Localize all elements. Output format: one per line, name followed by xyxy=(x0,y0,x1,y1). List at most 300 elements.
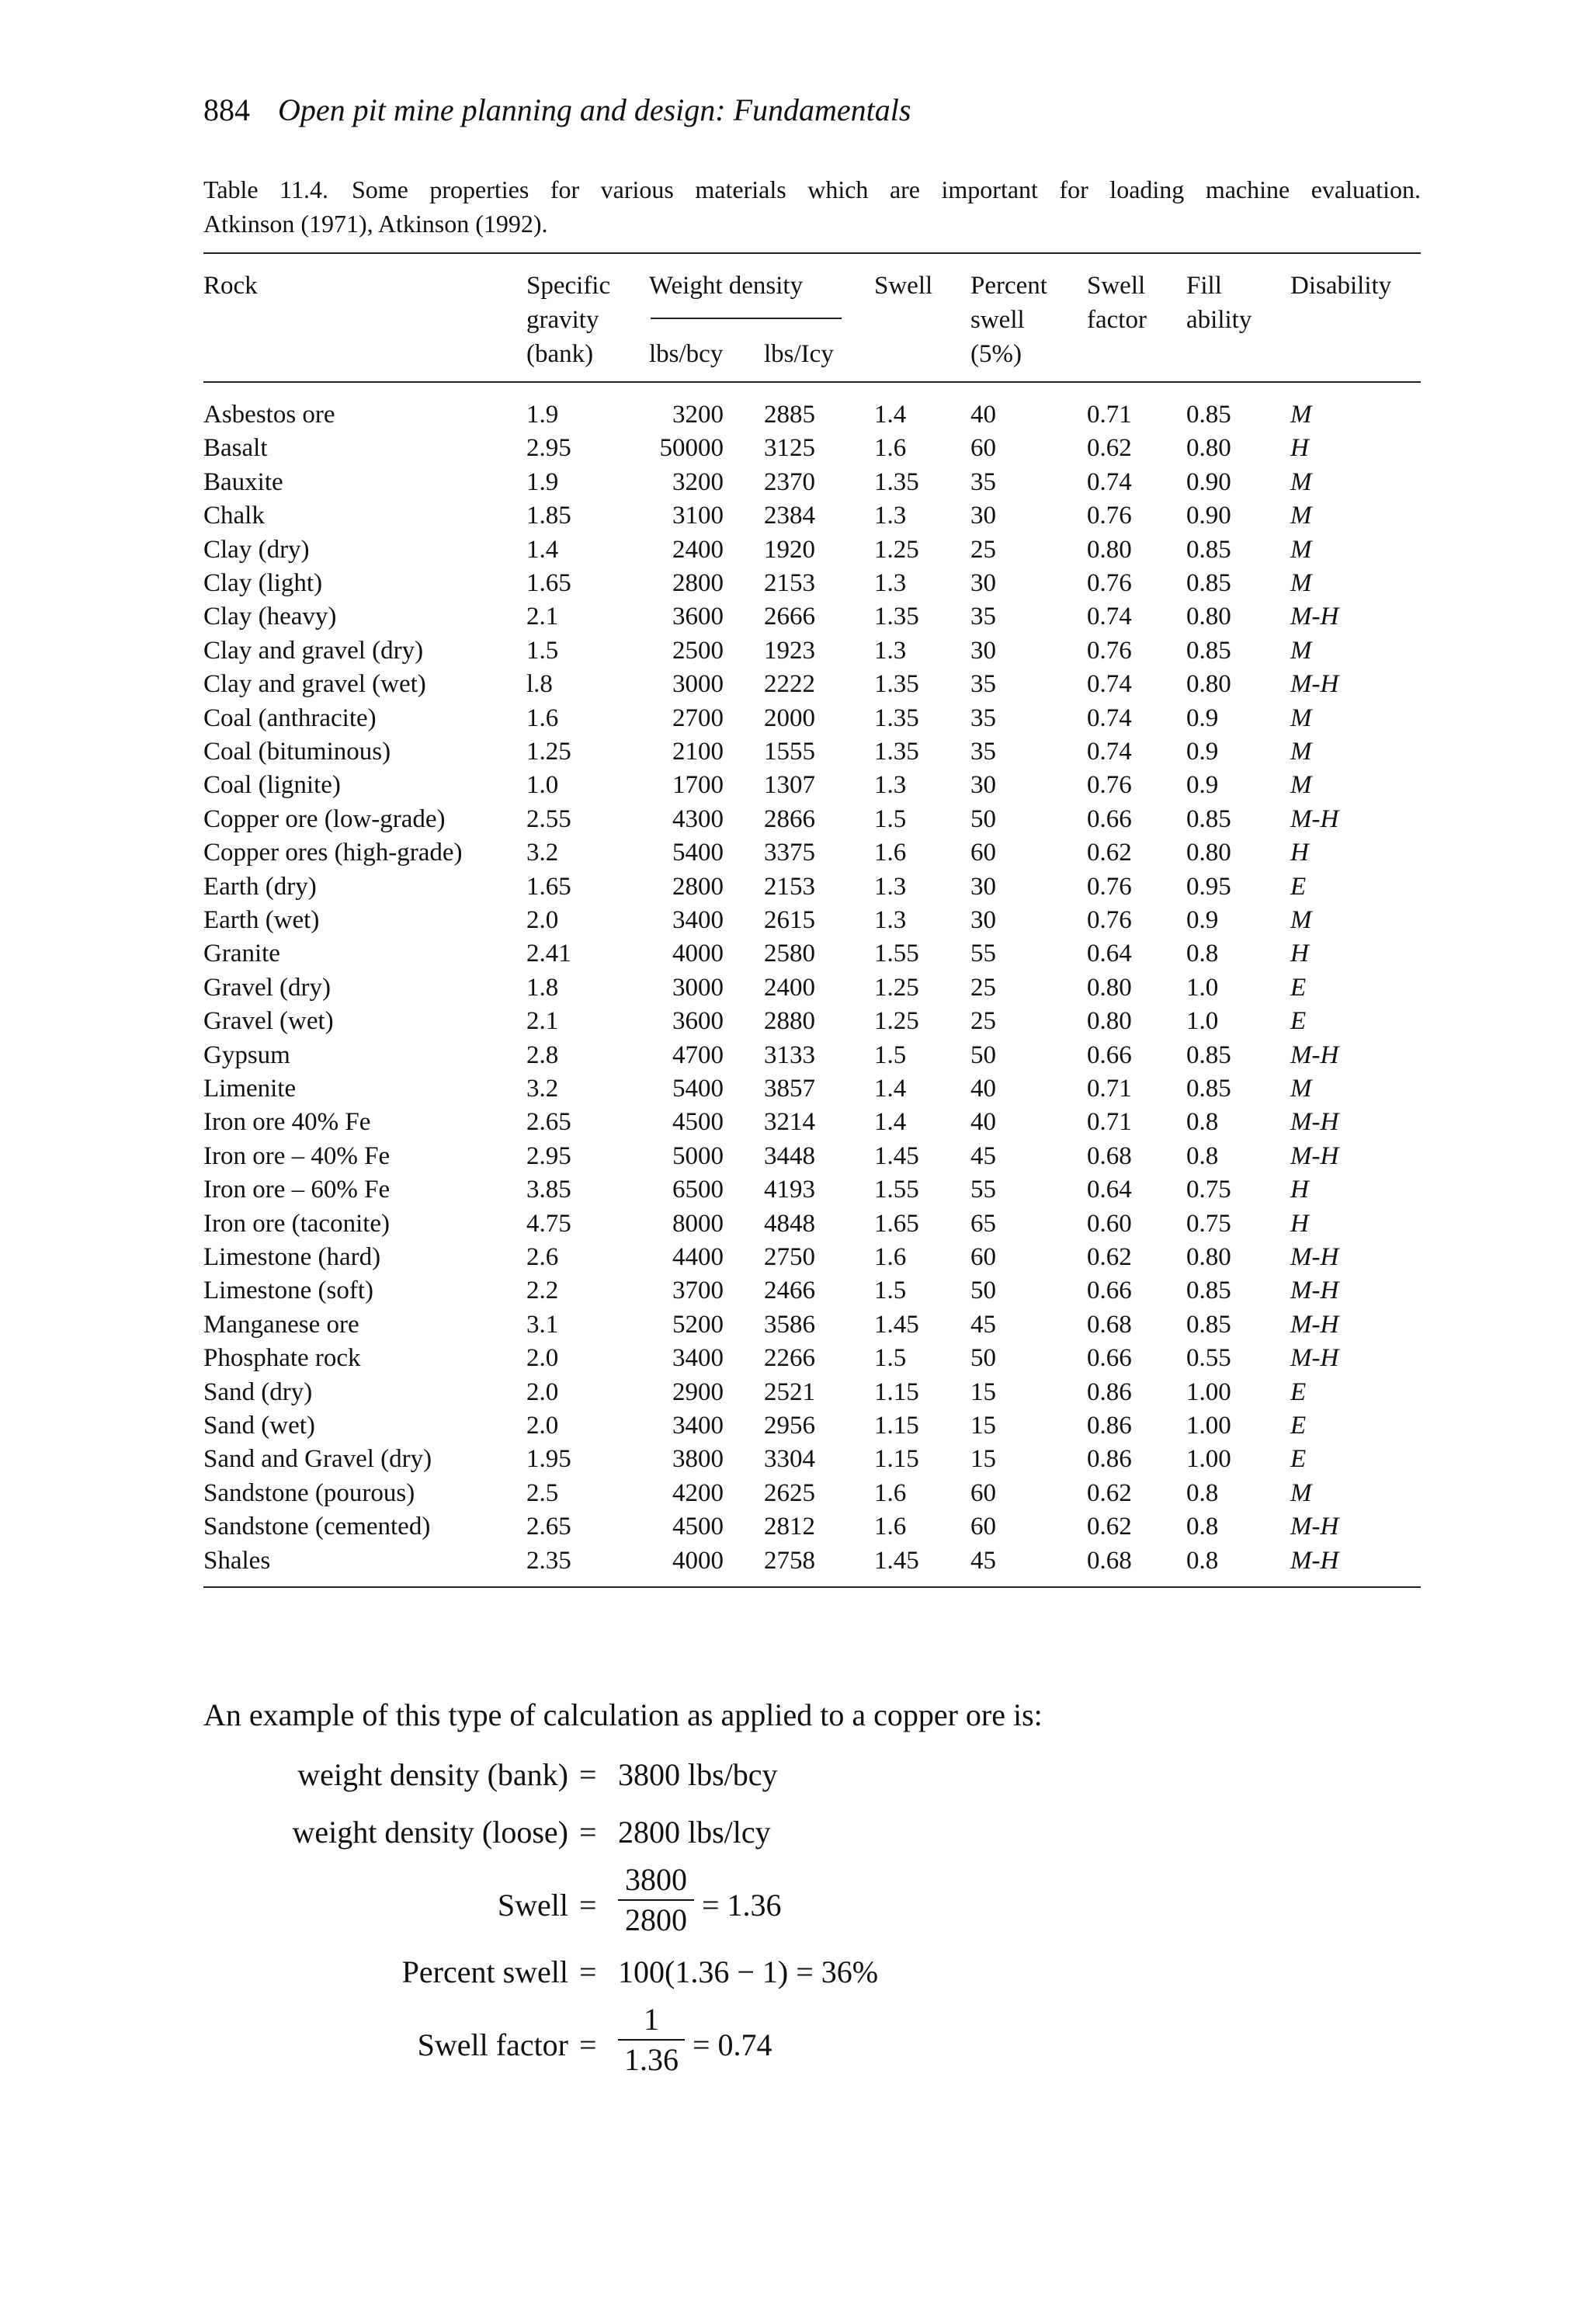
cell-swell: 1.15 xyxy=(874,1445,919,1474)
header-percent-swell-2: swell xyxy=(970,306,1025,334)
cell-disability: M-H xyxy=(1290,1344,1339,1373)
cell-lbs-bcy: 3700 xyxy=(672,1277,724,1305)
cell-specific-gravity: 2.1 xyxy=(526,603,559,631)
table-row xyxy=(0,971,1590,1005)
cell-rock: Earth (dry) xyxy=(203,872,317,901)
cell-specific-gravity: 2.41 xyxy=(526,940,571,968)
cell-fill-ability: 0.80 xyxy=(1186,434,1231,463)
cell-swell-factor: 0.71 xyxy=(1087,401,1132,429)
cell-disability: E xyxy=(1290,1007,1307,1036)
cell-lbs-bcy: 2700 xyxy=(672,703,724,732)
cell-swell-factor: 0.74 xyxy=(1087,603,1132,631)
eq4-lhs: Percent swell xyxy=(401,1954,568,1989)
cell-lbs-bcy: 5200 xyxy=(672,1310,724,1339)
cell-lbs-bcy: 2500 xyxy=(672,636,724,665)
cell-rock: Sand (dry) xyxy=(203,1377,313,1406)
cell-specific-gravity: 2.35 xyxy=(526,1546,571,1575)
cell-swell-factor: 0.66 xyxy=(1087,1277,1132,1305)
cell-rock: Gravel (dry) xyxy=(203,973,332,1002)
cell-swell: 1.35 xyxy=(874,738,919,766)
cell-swell-factor: 0.76 xyxy=(1087,771,1132,800)
cell-lbs-bcy: 5000 xyxy=(672,1141,724,1170)
cell-fill-ability: 0.8 xyxy=(1186,1478,1219,1507)
cell-lbs-lcy: 2266 xyxy=(764,1344,815,1373)
cell-fill-ability: 0.75 xyxy=(1186,1209,1231,1238)
cell-disability: H xyxy=(1290,1209,1309,1238)
eq2-lhs: weight density (loose) xyxy=(292,1815,568,1850)
cell-rock: Earth (wet) xyxy=(203,906,320,934)
cell-swell-factor: 0.62 xyxy=(1087,1478,1132,1507)
cell-specific-gravity: 2.0 xyxy=(526,906,559,934)
cell-percent-swell: 30 xyxy=(970,771,996,800)
cell-percent-swell: 15 xyxy=(970,1412,996,1440)
cell-specific-gravity: 1.95 xyxy=(526,1445,571,1474)
cell-rock: Basalt xyxy=(203,434,268,463)
cell-lbs-bcy: 3000 xyxy=(672,973,724,1002)
cell-rock: Limestone (soft) xyxy=(203,1277,374,1305)
cell-fill-ability: 1.00 xyxy=(1186,1445,1231,1474)
table-row xyxy=(0,1308,1590,1342)
cell-percent-swell: 60 xyxy=(970,1478,996,1507)
running-title: Open pit mine planning and design: Fundamentals xyxy=(278,92,911,127)
cell-disability: H xyxy=(1290,940,1309,968)
cell-swell: 1.25 xyxy=(874,1007,919,1036)
cell-lbs-lcy: 1920 xyxy=(764,535,815,564)
cell-fill-ability: 0.85 xyxy=(1186,535,1231,564)
eq5-denominator: 1.36 xyxy=(624,2042,679,2077)
eq3-equals: = xyxy=(579,1888,597,1923)
cell-lbs-bcy: 2100 xyxy=(672,738,724,766)
cell-lbs-lcy: 3857 xyxy=(764,1075,815,1103)
table-row xyxy=(0,1207,1590,1241)
cell-percent-swell: 15 xyxy=(970,1377,996,1406)
cell-rock: Copper ores (high-grade) xyxy=(203,839,463,867)
cell-rock: Chalk xyxy=(203,502,265,530)
cell-lbs-bcy: 4500 xyxy=(672,1513,724,1541)
table-row xyxy=(0,398,1590,432)
cell-lbs-lcy: 2625 xyxy=(764,1478,815,1507)
cell-percent-swell: 40 xyxy=(970,401,996,429)
cell-lbs-bcy: 4500 xyxy=(672,1108,724,1137)
cell-specific-gravity: 2.5 xyxy=(526,1478,559,1507)
cell-swell: 1.25 xyxy=(874,535,919,564)
cell-specific-gravity: 2.1 xyxy=(526,1007,559,1036)
header-swell-factor-1: Swell xyxy=(1087,272,1146,300)
cell-fill-ability: 1.00 xyxy=(1186,1412,1231,1440)
cell-specific-gravity: 3.2 xyxy=(526,1075,559,1103)
header-specific-gravity-2: gravity xyxy=(526,306,599,334)
cell-rock: Clay and gravel (wet) xyxy=(203,670,426,699)
cell-swell-factor: 0.66 xyxy=(1087,1344,1132,1373)
eq1-equals: = xyxy=(579,1757,597,1792)
cell-lbs-bcy: 3400 xyxy=(672,1344,724,1373)
cell-swell: 1.4 xyxy=(874,1108,907,1137)
cell-disability: M-H xyxy=(1290,1513,1339,1541)
cell-lbs-bcy: 3000 xyxy=(672,670,724,699)
cell-lbs-bcy: 3800 xyxy=(672,1445,724,1474)
cell-disability: M xyxy=(1290,906,1312,934)
table-row xyxy=(0,701,1590,735)
cell-lbs-lcy: 3214 xyxy=(764,1108,815,1137)
cell-rock: Gravel (wet) xyxy=(203,1007,334,1036)
cell-percent-swell: 35 xyxy=(970,703,996,732)
cell-lbs-lcy: 2384 xyxy=(764,502,815,530)
cell-disability: M-H xyxy=(1290,1141,1339,1170)
cell-swell: 1.45 xyxy=(874,1546,919,1575)
cell-lbs-lcy: 2153 xyxy=(764,872,815,901)
header-specific-gravity-1: Specific xyxy=(526,272,611,300)
cell-disability: E xyxy=(1290,1377,1307,1406)
cell-lbs-bcy: 3600 xyxy=(672,1007,724,1036)
table-row xyxy=(0,802,1590,836)
cell-fill-ability: 0.9 xyxy=(1186,703,1219,732)
cell-swell: 1.5 xyxy=(874,1040,907,1069)
cell-fill-ability: 0.8 xyxy=(1186,1546,1219,1575)
table-top-rule xyxy=(203,252,1421,254)
table-row xyxy=(0,870,1590,904)
cell-disability: M-H xyxy=(1290,804,1339,833)
cell-lbs-lcy: 2666 xyxy=(764,603,815,631)
cell-percent-swell: 30 xyxy=(970,502,996,530)
cell-specific-gravity: l.8 xyxy=(526,670,553,699)
cell-lbs-bcy: 3400 xyxy=(672,1412,724,1440)
eq4-rhs: 100(1.36 − 1) = 36% xyxy=(618,1954,879,1989)
cell-swell: 1.5 xyxy=(874,1344,907,1373)
cell-fill-ability: 0.85 xyxy=(1186,1075,1231,1103)
cell-percent-swell: 25 xyxy=(970,973,996,1002)
cell-fill-ability: 0.85 xyxy=(1186,1040,1231,1069)
cell-percent-swell: 50 xyxy=(970,1277,996,1305)
cell-lbs-bcy: 3400 xyxy=(672,906,724,934)
cell-disability: M xyxy=(1290,569,1312,597)
cell-rock: Asbestos ore xyxy=(203,401,335,429)
cell-specific-gravity: 3.2 xyxy=(526,839,559,867)
caption-line-1 xyxy=(203,172,1421,207)
cell-rock: Manganese ore xyxy=(203,1310,359,1339)
cell-lbs-lcy: 2400 xyxy=(764,973,815,1002)
cell-specific-gravity: 1.5 xyxy=(526,636,559,665)
cell-rock: Iron ore 40% Fe xyxy=(203,1108,371,1137)
cell-swell: 1.55 xyxy=(874,940,919,968)
eq5-lhs: Swell factor xyxy=(417,2027,568,2062)
cell-specific-gravity: 3.1 xyxy=(526,1310,559,1339)
table-row xyxy=(0,1476,1590,1510)
cell-swell: 1.3 xyxy=(874,502,907,530)
table-row xyxy=(0,533,1590,567)
cell-specific-gravity: 1.65 xyxy=(526,569,571,597)
cell-lbs-lcy: 2153 xyxy=(764,569,815,597)
cell-swell: 1.25 xyxy=(874,973,919,1002)
cell-lbs-bcy: 2900 xyxy=(672,1377,724,1406)
cell-swell: 1.3 xyxy=(874,569,907,597)
eq3-result: = 1.36 xyxy=(702,1888,782,1923)
table-row xyxy=(0,1172,1590,1207)
table-caption xyxy=(203,172,1421,241)
cell-swell-factor: 0.71 xyxy=(1087,1108,1132,1137)
header-specific-gravity-3: (bank) xyxy=(526,340,594,368)
cell-lbs-lcy: 3586 xyxy=(764,1310,815,1339)
cell-lbs-lcy: 2866 xyxy=(764,804,815,833)
cell-fill-ability: 0.55 xyxy=(1186,1344,1231,1373)
cell-swell: 1.6 xyxy=(874,1243,907,1271)
table-row xyxy=(0,566,1590,600)
table-row xyxy=(0,1544,1590,1578)
cell-swell: 1.35 xyxy=(874,670,919,699)
cell-swell-factor: 0.80 xyxy=(1087,535,1132,564)
cell-percent-swell: 60 xyxy=(970,1243,996,1271)
cell-swell: 1.3 xyxy=(874,872,907,901)
table-row xyxy=(0,1240,1590,1274)
cell-lbs-bcy: 3600 xyxy=(672,603,724,631)
page-number: 884 xyxy=(203,92,250,127)
cell-swell: 1.45 xyxy=(874,1310,919,1339)
table-row xyxy=(0,599,1590,634)
cell-lbs-bcy: 4700 xyxy=(672,1040,724,1069)
cell-swell-factor: 0.68 xyxy=(1087,1310,1132,1339)
cell-swell-factor: 0.86 xyxy=(1087,1412,1132,1440)
cell-specific-gravity: 2.65 xyxy=(526,1513,571,1541)
eq1-lhs: weight density (bank) xyxy=(297,1757,568,1792)
header-fill-ability-2: ability xyxy=(1186,306,1252,334)
cell-swell-factor: 0.62 xyxy=(1087,1513,1132,1541)
cell-lbs-lcy: 1923 xyxy=(764,636,815,665)
cell-rock: Sand (wet) xyxy=(203,1412,315,1440)
cell-percent-swell: 55 xyxy=(970,940,996,968)
cell-swell-factor: 0.76 xyxy=(1087,872,1132,901)
cell-percent-swell: 25 xyxy=(970,1007,996,1036)
header-weight-density-underline xyxy=(651,318,842,319)
cell-lbs-bcy: 4000 xyxy=(672,1546,724,1575)
cell-lbs-bcy: 4400 xyxy=(672,1243,724,1271)
cell-disability: H xyxy=(1290,839,1309,867)
cell-fill-ability: 0.8 xyxy=(1186,1513,1219,1541)
cell-specific-gravity: 2.0 xyxy=(526,1412,559,1440)
cell-percent-swell: 35 xyxy=(970,670,996,699)
cell-disability: M-H xyxy=(1290,603,1339,631)
eq3-fraction xyxy=(618,1860,694,1940)
cell-swell-factor: 0.66 xyxy=(1087,1040,1132,1069)
cell-fill-ability: 0.85 xyxy=(1186,1310,1231,1339)
cell-lbs-bcy: 1700 xyxy=(672,771,724,800)
table-row xyxy=(0,1442,1590,1476)
cell-lbs-bcy: 3100 xyxy=(672,502,724,530)
eq3-denominator: 2800 xyxy=(625,1902,687,1937)
cell-rock: Granite xyxy=(203,940,280,968)
eq4-equals: = xyxy=(579,1954,597,1989)
cell-swell: 1.35 xyxy=(874,467,919,496)
table-row xyxy=(0,835,1590,870)
cell-lbs-bcy: 6500 xyxy=(672,1176,724,1204)
table-row xyxy=(0,1409,1590,1443)
cell-percent-swell: 60 xyxy=(970,1513,996,1541)
cell-rock: Iron ore – 40% Fe xyxy=(203,1141,391,1170)
cell-rock: Clay (light) xyxy=(203,569,323,597)
cell-percent-swell: 35 xyxy=(970,603,996,631)
cell-percent-swell: 50 xyxy=(970,804,996,833)
cell-disability: M-H xyxy=(1290,1546,1339,1575)
example-intro: An example of this type of calculation as applied to a copper ore is: xyxy=(203,1697,1043,1732)
cell-swell-factor: 0.64 xyxy=(1087,1176,1132,1204)
cell-fill-ability: 0.9 xyxy=(1186,771,1219,800)
cell-lbs-bcy: 3200 xyxy=(672,467,724,496)
cell-percent-swell: 30 xyxy=(970,569,996,597)
table-row xyxy=(0,903,1590,937)
cell-percent-swell: 35 xyxy=(970,738,996,766)
cell-lbs-bcy: 5400 xyxy=(672,1075,724,1103)
cell-disability: M-H xyxy=(1290,1310,1339,1339)
eq3-numerator: 3800 xyxy=(618,1860,694,1901)
caption-label: Table 11.4. xyxy=(203,175,328,203)
cell-swell-factor: 0.76 xyxy=(1087,636,1132,665)
eq3-lhs: Swell xyxy=(497,1888,568,1923)
cell-specific-gravity: 2.65 xyxy=(526,1108,571,1137)
cell-swell: 1.6 xyxy=(874,1513,907,1541)
cell-rock: Clay (heavy) xyxy=(203,603,337,631)
cell-specific-gravity: 2.2 xyxy=(526,1277,559,1305)
cell-swell: 1.3 xyxy=(874,771,907,800)
cell-specific-gravity: 1.9 xyxy=(526,401,559,429)
cell-specific-gravity: 2.8 xyxy=(526,1040,559,1069)
table-row xyxy=(0,768,1590,802)
header-rock: Rock xyxy=(203,272,258,300)
cell-percent-swell: 30 xyxy=(970,906,996,934)
cell-percent-swell: 50 xyxy=(970,1040,996,1069)
cell-fill-ability: 1.0 xyxy=(1186,1007,1219,1036)
cell-lbs-lcy: 1555 xyxy=(764,738,815,766)
cell-percent-swell: 15 xyxy=(970,1445,996,1474)
cell-swell-factor: 0.76 xyxy=(1087,502,1132,530)
cell-disability: M-H xyxy=(1290,670,1339,699)
cell-lbs-lcy: 4193 xyxy=(764,1176,815,1204)
cell-specific-gravity: 2.95 xyxy=(526,1141,571,1170)
cell-lbs-bcy: 4000 xyxy=(672,940,724,968)
cell-disability: H xyxy=(1290,1176,1309,1204)
cell-lbs-lcy: 3133 xyxy=(764,1040,815,1069)
cell-swell: 1.15 xyxy=(874,1412,919,1440)
eq5-equals: = xyxy=(579,2027,597,2062)
cell-disability: M xyxy=(1290,738,1312,766)
cell-disability: E xyxy=(1290,973,1307,1002)
cell-fill-ability: 1.0 xyxy=(1186,973,1219,1002)
cell-lbs-bcy: 2400 xyxy=(672,535,724,564)
table-row xyxy=(0,1072,1590,1106)
cell-swell-factor: 0.68 xyxy=(1087,1141,1132,1170)
cell-lbs-lcy: 2370 xyxy=(764,467,815,496)
cell-swell-factor: 0.64 xyxy=(1087,940,1132,968)
cell-lbs-lcy: 2758 xyxy=(764,1546,815,1575)
cell-swell: 1.3 xyxy=(874,906,907,934)
cell-lbs-lcy: 2580 xyxy=(764,940,815,968)
header-lbs-lcy: lbs/Icy xyxy=(764,340,834,368)
cell-lbs-bcy: 2800 xyxy=(672,872,724,901)
cell-swell-factor: 0.74 xyxy=(1087,467,1132,496)
cell-fill-ability: 0.80 xyxy=(1186,670,1231,699)
cell-fill-ability: 0.75 xyxy=(1186,1176,1231,1204)
cell-specific-gravity: 2.6 xyxy=(526,1243,559,1271)
cell-rock: Limestone (hard) xyxy=(203,1243,381,1271)
table-row xyxy=(0,1341,1590,1375)
cell-swell: 1.35 xyxy=(874,603,919,631)
cell-percent-swell: 50 xyxy=(970,1344,996,1373)
table-row xyxy=(0,1105,1590,1139)
header-disability: Disability xyxy=(1290,272,1392,300)
table-row xyxy=(0,1038,1590,1072)
cell-percent-swell: 45 xyxy=(970,1141,996,1170)
cell-lbs-lcy: 2615 xyxy=(764,906,815,934)
cell-rock: Coal (lignite) xyxy=(203,771,341,800)
cell-swell: 1.6 xyxy=(874,839,907,867)
cell-fill-ability: 0.85 xyxy=(1186,636,1231,665)
cell-swell: 1.35 xyxy=(874,703,919,732)
cell-lbs-lcy: 4848 xyxy=(764,1209,815,1238)
cell-fill-ability: 0.85 xyxy=(1186,401,1231,429)
cell-lbs-lcy: 2880 xyxy=(764,1007,815,1036)
cell-percent-swell: 30 xyxy=(970,872,996,901)
cell-disability: E xyxy=(1290,872,1307,901)
cell-fill-ability: 0.95 xyxy=(1186,872,1231,901)
cell-disability: M xyxy=(1290,535,1312,564)
cell-disability: M xyxy=(1290,636,1312,665)
cell-rock: Copper ore (low-grade) xyxy=(203,804,446,833)
eq1-rhs: 3800 lbs/bcy xyxy=(618,1757,778,1792)
table-row xyxy=(0,1509,1590,1544)
cell-lbs-lcy: 2222 xyxy=(764,670,815,699)
cell-fill-ability: 0.80 xyxy=(1186,1243,1231,1271)
cell-rock: Phosphate rock xyxy=(203,1344,361,1373)
cell-fill-ability: 0.8 xyxy=(1186,940,1219,968)
table-row xyxy=(0,431,1590,465)
cell-rock: Gypsum xyxy=(203,1040,290,1069)
cell-percent-swell: 35 xyxy=(970,467,996,496)
cell-percent-swell: 25 xyxy=(970,535,996,564)
cell-specific-gravity: 2.95 xyxy=(526,434,571,463)
cell-swell-factor: 0.62 xyxy=(1087,839,1132,867)
cell-disability: M-H xyxy=(1290,1277,1339,1305)
cell-rock: Sand and Gravel (dry) xyxy=(203,1445,432,1474)
cell-swell: 1.6 xyxy=(874,434,907,463)
cell-rock: Iron ore – 60% Fe xyxy=(203,1176,391,1204)
cell-fill-ability: 0.80 xyxy=(1186,603,1231,631)
cell-fill-ability: 0.90 xyxy=(1186,502,1231,530)
caption-line-2: Atkinson (1971), Atkinson (1992). xyxy=(203,210,548,238)
cell-specific-gravity: 2.0 xyxy=(526,1344,559,1373)
cell-rock: Sandstone (pourous) xyxy=(203,1478,415,1507)
cell-specific-gravity: 1.9 xyxy=(526,467,559,496)
header-lbs-bcy: lbs/bcy xyxy=(649,340,724,368)
cell-disability: M-H xyxy=(1290,1040,1339,1069)
cell-swell-factor: 0.74 xyxy=(1087,703,1132,732)
cell-swell: 1.4 xyxy=(874,1075,907,1103)
cell-disability: M xyxy=(1290,401,1312,429)
cell-lbs-lcy: 2885 xyxy=(764,401,815,429)
cell-fill-ability: 0.8 xyxy=(1186,1141,1219,1170)
cell-lbs-bcy: 2800 xyxy=(672,569,724,597)
cell-rock: Coal (anthracite) xyxy=(203,703,377,732)
cell-lbs-lcy: 2750 xyxy=(764,1243,815,1271)
cell-fill-ability: 1.00 xyxy=(1186,1377,1231,1406)
caption-text: Some properties for various materials which are important for loading machine evaluation. xyxy=(351,175,1422,203)
cell-swell: 1.4 xyxy=(874,401,907,429)
cell-swell-factor: 0.74 xyxy=(1087,738,1132,766)
cell-lbs-lcy: 3448 xyxy=(764,1141,815,1170)
cell-lbs-lcy: 1307 xyxy=(764,771,815,800)
cell-disability: H xyxy=(1290,434,1309,463)
cell-lbs-lcy: 2812 xyxy=(764,1513,815,1541)
cell-percent-swell: 65 xyxy=(970,1209,996,1238)
cell-fill-ability: 0.80 xyxy=(1186,839,1231,867)
table-row xyxy=(0,1273,1590,1308)
cell-fill-ability: 0.85 xyxy=(1186,569,1231,597)
